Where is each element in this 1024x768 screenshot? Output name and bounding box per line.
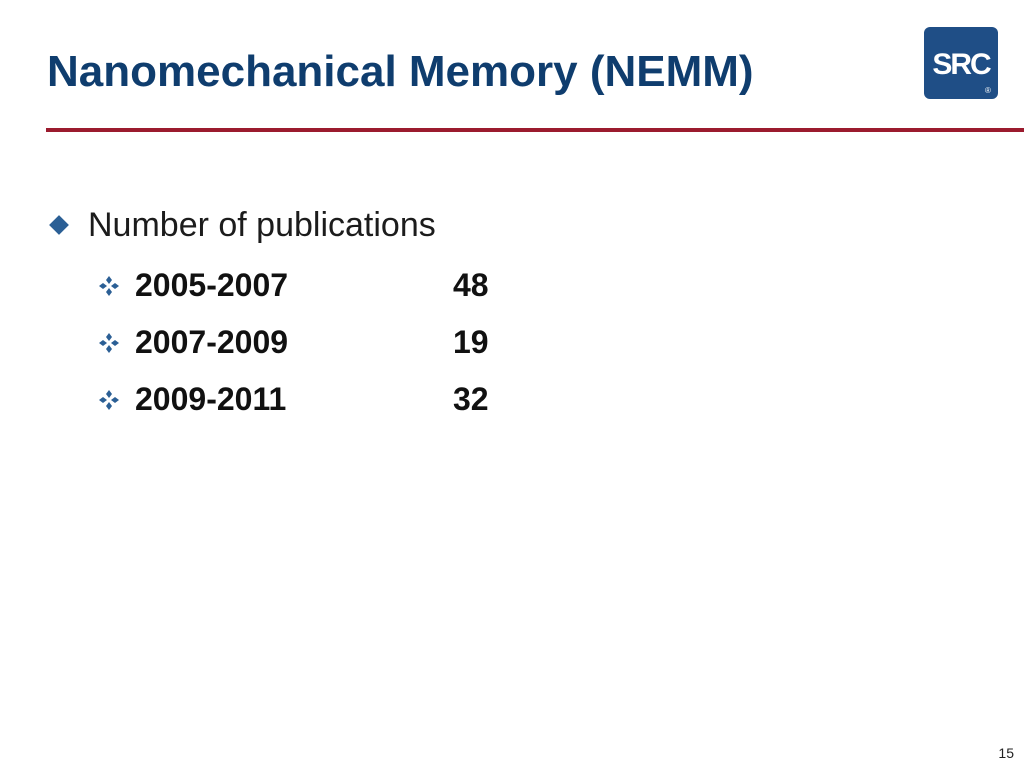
four-diamond-bullet-icon [97,331,121,355]
four-diamond-bullet-icon [97,274,121,298]
logo-text: SRC [932,48,990,81]
logo-registered-mark: ® [985,86,991,95]
slide-title: Nanomechanical Memory (NEMM) [47,47,754,96]
publication-period: 2007-2009 [135,324,289,360]
src-logo-icon [924,27,998,99]
publication-row [97,314,489,371]
title-divider [46,128,1024,132]
four-diamond-bullet-icon [97,388,121,412]
publication-count: 19 [453,324,489,360]
publication-period: 2005-2007 [135,267,289,303]
publication-period: 2009-2011 [135,381,287,417]
diamond-bullet-icon [49,215,69,235]
main-bullet-text: Number of publications [88,205,436,244]
main-bullet-item [48,200,436,250]
page-number: 15 [998,745,1014,761]
publication-count: 48 [453,267,489,303]
publication-row [97,371,489,428]
publication-count: 32 [453,381,489,417]
publication-list [97,257,489,428]
publication-row [97,257,489,314]
